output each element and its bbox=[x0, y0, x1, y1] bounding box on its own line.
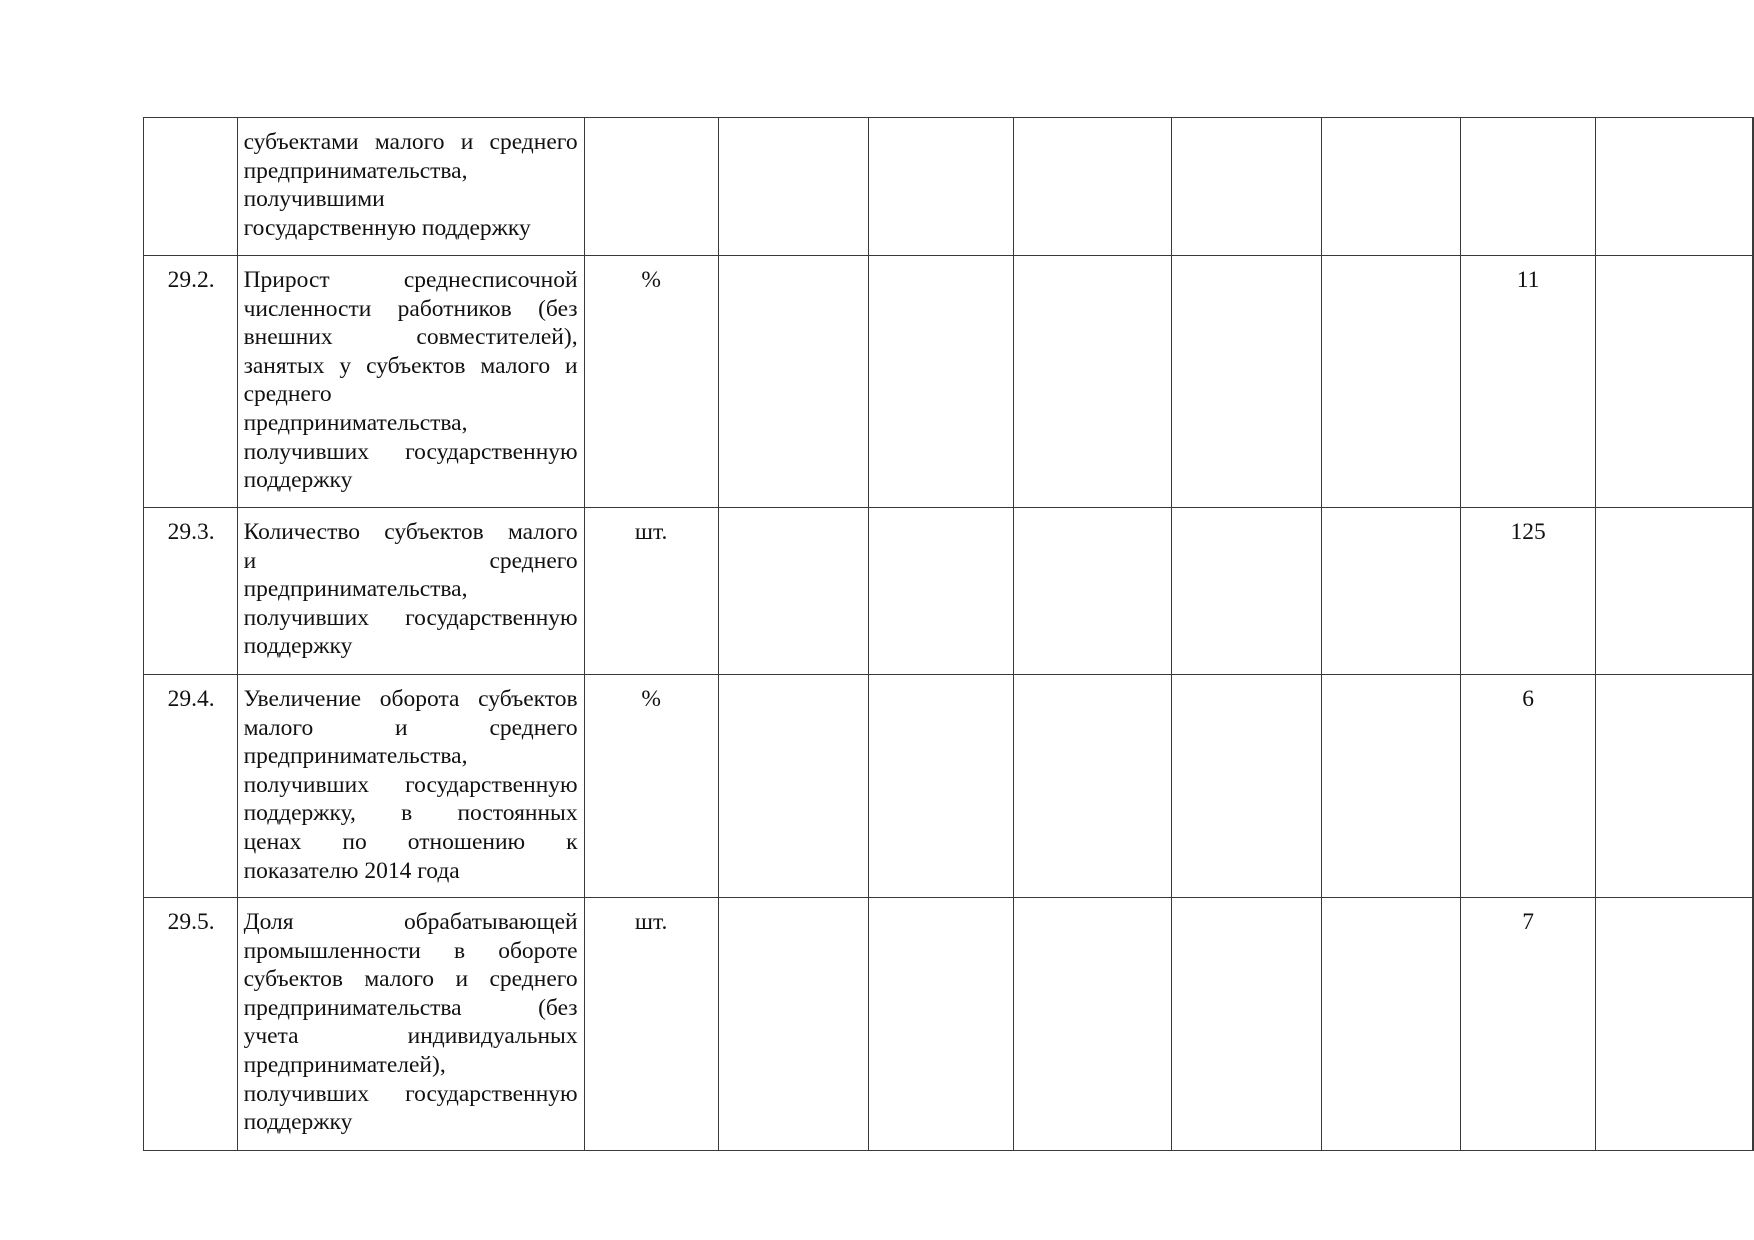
value-cell bbox=[1321, 118, 1461, 256]
value-cell bbox=[1014, 508, 1171, 675]
unit-cell: % bbox=[584, 256, 718, 508]
table-row bbox=[144, 675, 1754, 898]
description-line: поддержку bbox=[243, 467, 353, 494]
value-cell bbox=[718, 256, 868, 508]
description-line: промышленности в обороте bbox=[243, 937, 578, 964]
description-line: Прирост среднесписочной bbox=[243, 267, 578, 293]
description-line: Доля обрабатывающей bbox=[243, 909, 578, 935]
indicator-description bbox=[237, 256, 584, 508]
row-number: 29.3. bbox=[144, 508, 238, 675]
description-line: предпринимательства, bbox=[243, 743, 468, 770]
value-cell bbox=[869, 898, 1014, 1151]
value-cell bbox=[869, 675, 1014, 898]
description-line: субъектами малого и среднего bbox=[243, 129, 578, 155]
value-cell bbox=[1321, 508, 1461, 675]
value-cell bbox=[1595, 675, 1752, 898]
value-cell bbox=[869, 256, 1014, 508]
value-cell: 11 bbox=[1461, 256, 1595, 508]
row-number: 29.2. bbox=[144, 256, 238, 508]
description-line: получивших государственную bbox=[243, 771, 578, 798]
table-row bbox=[144, 898, 1754, 1151]
description-line: среднего bbox=[243, 381, 332, 408]
value-cell bbox=[1014, 898, 1171, 1151]
value-cell bbox=[1461, 118, 1595, 256]
value-cell bbox=[1753, 118, 1754, 256]
description-line: поддержку bbox=[243, 1109, 353, 1136]
unit-cell: шт. bbox=[584, 898, 718, 1151]
value-cell bbox=[869, 508, 1014, 675]
indicator-description bbox=[237, 898, 584, 1151]
value-cell bbox=[1595, 256, 1752, 508]
value-cell bbox=[1321, 256, 1461, 508]
description-line: предпринимательства, bbox=[243, 576, 468, 603]
description-line: занятых у субъектов малого и bbox=[243, 352, 578, 379]
description-line: получивших государственную bbox=[243, 604, 578, 631]
value-cell bbox=[718, 508, 868, 675]
table-row bbox=[144, 256, 1754, 508]
description-line: ценах по отношению к bbox=[243, 828, 578, 855]
indicator-description bbox=[237, 508, 584, 675]
value-cell: 7 bbox=[1461, 898, 1595, 1151]
value-cell bbox=[1171, 118, 1321, 256]
unit-cell bbox=[584, 118, 718, 256]
description-line: и среднего bbox=[243, 547, 578, 574]
indicators-table bbox=[143, 117, 1754, 1151]
value-cell bbox=[1753, 256, 1754, 508]
value-cell bbox=[869, 118, 1014, 256]
description-line: показателю 2014 года bbox=[243, 857, 460, 884]
value-cell bbox=[1753, 675, 1754, 898]
value-cell bbox=[1014, 118, 1171, 256]
value-cell bbox=[718, 118, 868, 256]
indicator-description bbox=[237, 675, 584, 898]
value-cell bbox=[1171, 675, 1321, 898]
value-cell bbox=[718, 898, 868, 1151]
value-cell bbox=[1595, 508, 1752, 675]
description-line: Количество субъектов малого bbox=[243, 519, 578, 545]
table-row bbox=[144, 118, 1754, 256]
value-cell bbox=[1753, 898, 1754, 1151]
value-cell bbox=[1595, 898, 1752, 1151]
indicator-description bbox=[237, 118, 584, 256]
value-cell bbox=[1171, 508, 1321, 675]
value-cell bbox=[1171, 898, 1321, 1151]
description-line: субъектов малого и среднего bbox=[243, 966, 578, 993]
unit-cell: % bbox=[584, 675, 718, 898]
description-line: предпринимателей), bbox=[243, 1051, 446, 1078]
value-cell bbox=[1014, 256, 1171, 508]
value-cell bbox=[1321, 898, 1461, 1151]
description-line: численности работников (без bbox=[243, 295, 578, 322]
row-number: 29.5. bbox=[144, 898, 238, 1151]
description-line: Увеличение оборота субъектов bbox=[243, 686, 578, 712]
description-line: получивших государственную bbox=[243, 438, 578, 465]
row-number: 29.4. bbox=[144, 675, 238, 898]
description-line: государственную поддержку bbox=[243, 214, 531, 241]
description-line: учета индивидуальных bbox=[243, 1023, 578, 1050]
description-line: предпринимательства, bbox=[243, 409, 468, 436]
description-line: получившими bbox=[243, 186, 385, 213]
value-cell: 6 bbox=[1461, 675, 1595, 898]
value-cell bbox=[1014, 675, 1171, 898]
value-cell bbox=[1321, 675, 1461, 898]
value-cell bbox=[1171, 256, 1321, 508]
value-cell bbox=[1595, 118, 1752, 256]
description-line: малого и среднего bbox=[243, 714, 578, 741]
description-line: получивших государственную bbox=[243, 1080, 578, 1107]
unit-cell: шт. bbox=[584, 508, 718, 675]
value-cell: 125 bbox=[1461, 508, 1595, 675]
description-line: предпринимательства (без bbox=[243, 994, 578, 1021]
value-cell bbox=[718, 675, 868, 898]
description-line: поддержку, в постоянных bbox=[243, 800, 578, 827]
table-row bbox=[144, 508, 1754, 675]
description-line: предпринимательства, bbox=[243, 157, 468, 184]
row-number bbox=[144, 118, 238, 256]
value-cell bbox=[1753, 508, 1754, 675]
description-line: внешних совместителей), bbox=[243, 324, 578, 351]
description-line: поддержку bbox=[243, 633, 353, 660]
